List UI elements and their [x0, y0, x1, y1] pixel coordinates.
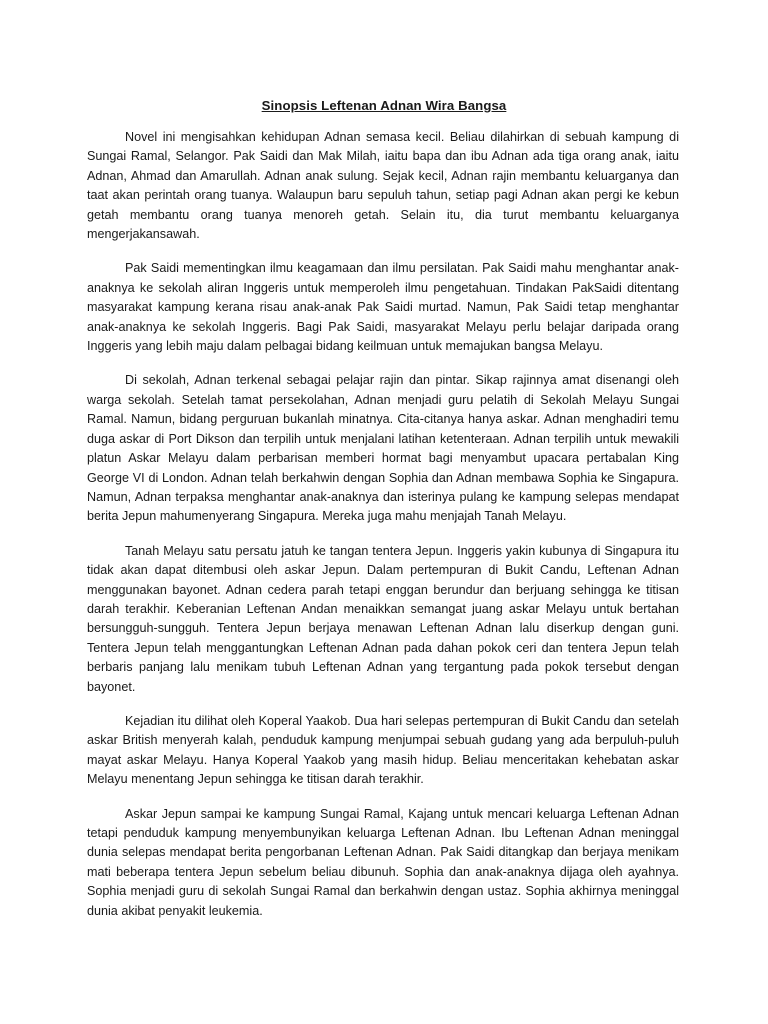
paragraph-3: Di sekolah, Adnan terkenal sebagai pelajar rajin dan pintar. Sikap rajinnya amat disenangi oleh warga sekolah. Setelah tamat persekolahan, Adnan menjadi guru pelatih di Sekolah Melayu Sungai Ramal. Namun, bidang perguruan bukanlah minatnya. Cita-citanya hanya askar. Adnan menghadiri temu duga askar di Port Dikson dan terpilih untuk menjalani latihan ketenteraan. Adnan terpilih untuk mewakili platun Askar Melayu dalam perbarisan memberi hormat bagi menyambut upacara pertabalan King George VI di London. Adnan telah berkahwin dengan Sophia dan Adnan membawa Sophia ke Singapura. Namun, Adnan terpaksa menghantar anak-anaknya dan isterinya pulang ke kampung selepas mendapat berita Jepun mahumenyerang Singapura. Mereka juga mahu menjajah Tanah Melayu. [87, 373, 679, 524]
document-title: Sinopsis Leftenan Adnan Wira Bangsa [261, 98, 507, 113]
paragraph-6: Askar Jepun sampai ke kampung Sungai Ramal, Kajang untuk mencari keluarga Leftenan Adnan tetapi penduduk kampung menyembunyikan keluarga Leftenan Adnan. Ibu Leftenan Adnan meninggal dunia selepas mendapat berita pengorbanan Leftenan Adnan. Pak Saidi ditangkap dan berjaya menikam mati beberapa tentera Jepun sebelum beliau dibunuh. Sophia dan anak-anaknya dijaga oleh ayahnya. Sophia menjadi guru di sekolah Sungai Ramal dan berkahwin dengan ustaz. Sophia akhirnya meninggal dunia akibat penyakit leukemia. [87, 806, 679, 918]
paragraph-5: Kejadian itu dilihat oleh Koperal Yaakob. Dua hari selepas pertempuran di Bukit Candu dan setelah askar British menyerah kalah, penduduk kampung menjumpai sebuah gudang yang ada berpuluh-puluh mayat askar Melayu. Hanya Koperal Yaakob yang masih hidup. Beliau menceritakan kehebatan askar Melayu menentang Jepun sehingga ke titisan darah terakhir. [87, 713, 679, 787]
document-body [87, 128, 679, 936]
paragraph-4: Tanah Melayu satu persatu jatuh ke tangan tentera Jepun. Inggeris yakin kubunya di Singapura itu tidak akan dapat ditembusi oleh askar Jepun. Dalam pertempuran di Bukit Candu, Leftenan Adnan menggunakan bayonet. Adnan cedera parah tetapi enggan berundur dan berjuang sehingga ke titisan darah terakhir. Keberanian Leftenan Andan menaikkan semangat juang askar Melayu untuk bertahan bersungguh-sungguh. Tentera Jepun berjaya menawan Leftenan Adnan lalu diserkup dengan guni. Tentera Jepun telah menggantungkan Leftenan Adnan pada dahan pokok ceri dan tentera Jepun telah berbaris panjang lalu menikam tubuh Leftenan Adnan yang tergantung pada pokok tersebut dengan bayonet. [87, 543, 679, 694]
paragraph-2: Pak Saidi mementingkan ilmu keagamaan dan ilmu persilatan. Pak Saidi mahu menghantar anak-anaknya ke sekolah aliran Inggeris untuk memperoleh ilmu pengetahuan. Tindakan PakSaidi ditentang masyarakat kampung kerana risau anak-anak Pak Saidi murtad. Namun, Pak Saidi tetap menghantar anak-anaknya ke sekolah Inggeris. Bagi Pak Saidi, masyarakat Melayu perlu belajar daripada orang Inggeris yang lebih maju dalam pelbagai bidang keilmuan untuk memajukan bangsa Melayu. [87, 261, 679, 354]
paragraph-1: Novel ini mengisahkan kehidupan Adnan semasa kecil. Beliau dilahirkan di sebuah kampung di Sungai Ramal, Selangor. Pak Saidi dan Mak Milah, iaitu bapa dan ibu Adnan ada tiga orang anak, iaitu Adnan, Ahmad dan Amarullah. Adnan anak sulung. Sejak kecil, Adnan rajin membantu keluarganya dan taat akan perintah orang tuanya. Walaupun baru sepuluh tahun, setiap pagi Adnan akan pergi ke kebun getah membantu orang tuanya menoreh getah. Selain itu, dia turut membantu keluarganya mengerjakansawah. [87, 130, 679, 242]
